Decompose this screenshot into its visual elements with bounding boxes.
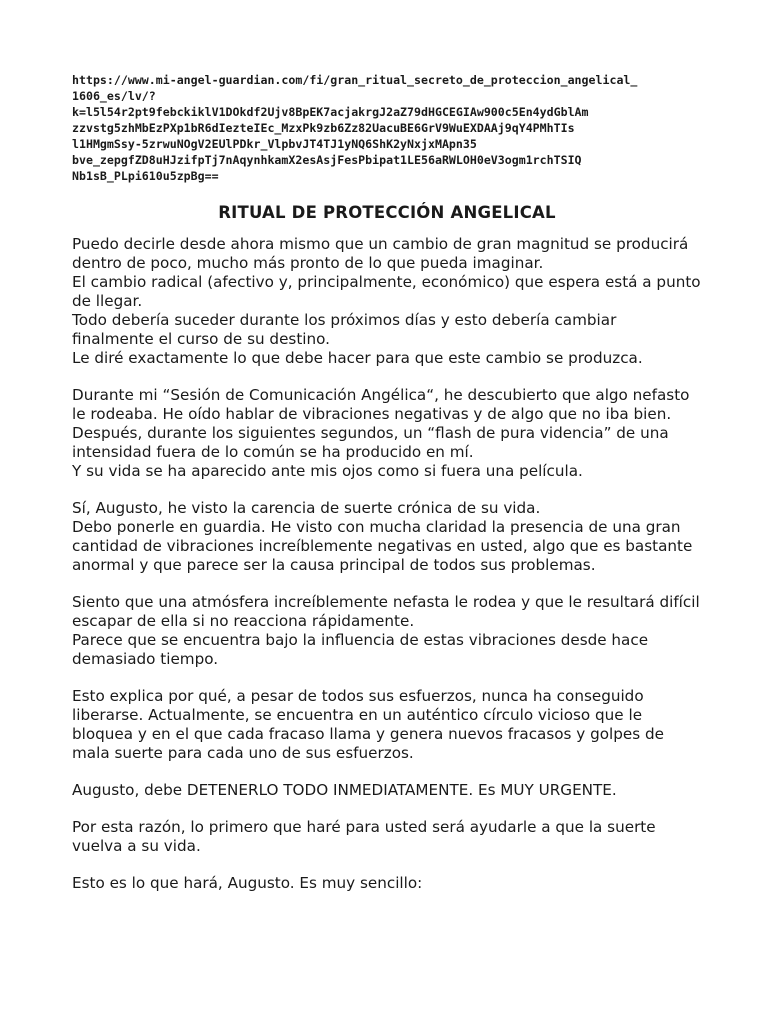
text-line: Le diré exactamente lo que debe hacer para que este cambio se produzca.	[72, 349, 643, 367]
document-page	[72, 72, 702, 911]
text-line: cantidad de vibraciones increíblemente negativas en usted, algo que es bastante	[72, 537, 693, 555]
text-line: mala suerte para cada uno de sus esfuerzos.	[72, 744, 414, 762]
text-line: escapar de ella si no reacciona rápidamente.	[72, 612, 415, 630]
url-line: Nb1sB_PLpi610u5zpBg==	[72, 169, 219, 183]
text-line: liberarse. Actualmente, se encuentra en un auténtico círculo vicioso que le	[72, 706, 643, 724]
paragraph-bad-luck	[72, 499, 702, 575]
paragraph-session	[72, 386, 702, 481]
text-line: Sí, Augusto, he visto la carencia de suerte crónica de su vida.	[72, 499, 541, 517]
text-line: Y su vida se ha aparecido ante mis ojos como si fuera una película.	[72, 462, 583, 480]
url-line: bve_zepgfZD8uHJzifpTj7nAqynhkamX2esAsjFesPbipat1LE56aRWLOH0eV3ogm1rchTSIQ	[72, 153, 582, 167]
text-line: le rodeaba. He oído hablar de vibraciones negativas y de algo que no iba bien.	[72, 405, 672, 423]
paragraph-urgent	[72, 781, 702, 800]
paragraph-atmosphere	[72, 593, 702, 669]
paragraph-vicious-circle	[72, 687, 702, 763]
text-line: Por esta razón, lo primero que haré para usted será ayudarle a que la suerte	[72, 818, 656, 836]
document-body	[72, 235, 702, 893]
url-line: k=l5l54r2pt9febckiklV1DOkdf2Ujv8BpEK7acjakrgJ2aZ79dHGCEGIAw900c5En4ydGblAm	[72, 105, 589, 119]
text-line: Después, durante los siguientes segundos, un “flash de pura videncia” de una	[72, 424, 669, 442]
text-line: Puedo decirle desde ahora mismo que un cambio de gran magnitud se producirá	[72, 235, 689, 253]
paragraph-reason	[72, 818, 702, 856]
url-line: 1606_es/lv/?	[72, 89, 156, 103]
document-title: RITUAL DE PROTECCIÓN ANGELICAL	[218, 203, 556, 222]
text-line: bloquea y en el que cada fracaso llama y genera nuevos fracasos y golpes de	[72, 725, 664, 743]
text-line: Durante mi “Sesión de Comunicación Angélica“, he descubierto que algo nefasto	[72, 386, 690, 404]
text-line: Esto es lo que hará, Augusto. Es muy sencillo:	[72, 874, 423, 892]
text-line: intensidad fuera de lo común se ha producido en mí.	[72, 443, 474, 461]
text-line: anormal y que parece ser la causa principal de todos sus problemas.	[72, 556, 596, 574]
text-line: finalmente el curso de su destino.	[72, 330, 330, 348]
text-line: El cambio radical (afectivo y, principalmente, económico) que espera está a punto	[72, 273, 701, 291]
url-line: l1HMgmSsy-5zrwuNOgV2EUlPDkr_VlpbvJT4TJ1yNQ6ShK2yNxjxMApn35	[72, 137, 477, 151]
text-line: Debo ponerle en guardia. He visto con mucha claridad la presencia de una gran	[72, 518, 681, 536]
paragraph-intro	[72, 235, 702, 368]
text-line: Parece que se encuentra bajo la influencia de estas vibraciones desde hace	[72, 631, 649, 649]
url-line: zzvstg5zhMbEzPXp1bR6dIezteIEc_MzxPk9zb6Zz82UacuBE6GrV9WuEXDAAj9qY4PMhTIs	[72, 121, 575, 135]
text-line: vuelva a su vida.	[72, 837, 201, 855]
text-line: Todo debería suceder durante los próximos días y esto debería cambiar	[72, 311, 617, 329]
text-line: Augusto, debe DETENERLO TODO INMEDIATAMENTE. Es MUY URGENTE.	[72, 781, 617, 799]
text-line: demasiado tiempo.	[72, 650, 219, 668]
paragraph-what-to-do	[72, 874, 702, 893]
text-line: Esto explica por qué, a pesar de todos sus esfuerzos, nunca ha conseguido	[72, 687, 644, 705]
source-url	[72, 72, 702, 184]
text-line: Siento que una atmósfera increíblemente nefasta le rodea y que le resultará difícil	[72, 593, 700, 611]
text-line: de llegar.	[72, 292, 143, 310]
url-line: https://www.mi-angel-guardian.com/fi/gran_ritual_secreto_de_proteccion_angelical_	[72, 73, 638, 87]
text-line: dentro de poco, mucho más pronto de lo que pueda imaginar.	[72, 254, 544, 272]
